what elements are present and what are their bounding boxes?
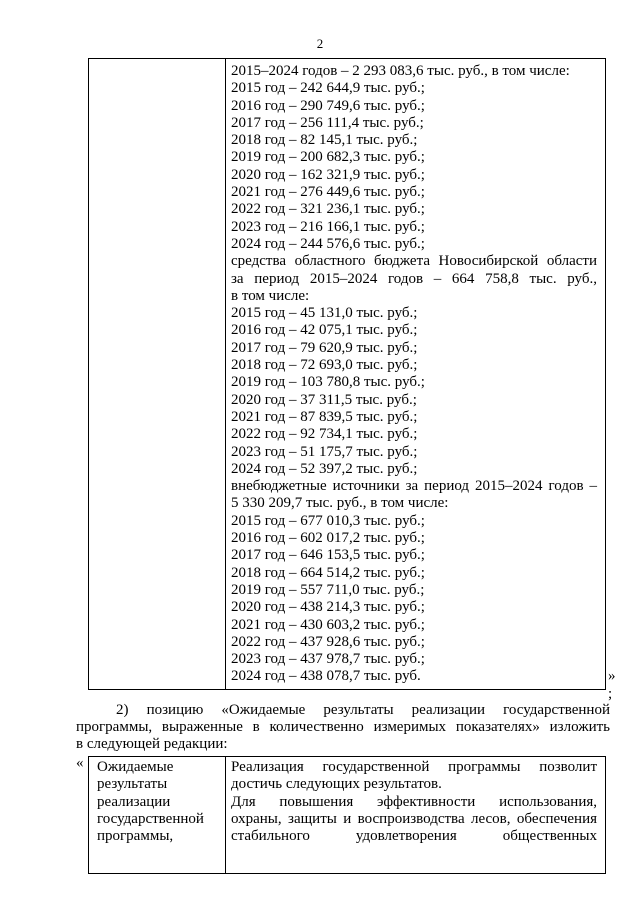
header-line: государственной bbox=[97, 810, 204, 827]
financing-column bbox=[231, 63, 597, 686]
financing-line: средства областного бюджета Новосибирской области bbox=[231, 253, 597, 270]
financing-line: 2023 год – 437 978,7 тыс. руб.; bbox=[231, 651, 425, 668]
column-divider bbox=[225, 59, 226, 689]
financing-line: 2016 год – 290 749,6 тыс. руб.; bbox=[231, 97, 425, 114]
financing-line: 5 330 209,7 тыс. руб., в том числе: bbox=[231, 495, 449, 512]
financing-line: 2015 год – 45 131,0 тыс. руб.; bbox=[231, 305, 418, 322]
closing-quote: » bbox=[608, 668, 616, 684]
financing-table bbox=[88, 58, 606, 690]
financing-line: 2022 год – 321 236,1 тыс. руб.; bbox=[231, 201, 425, 218]
amendment-paragraph bbox=[76, 702, 610, 753]
content-line: Для повышения эффективности использования, bbox=[231, 793, 597, 810]
content-line: стабильного удовлетворения общественных bbox=[231, 828, 597, 845]
paragraph-line: программы, выраженные в количественно измеримых показателях» изложить bbox=[76, 719, 610, 735]
financing-line: 2018 год – 664 514,2 тыс. руб.; bbox=[231, 564, 425, 581]
financing-line: внебюджетные источники за период 2015–2024 годов – bbox=[231, 478, 597, 495]
expected-results-table bbox=[88, 756, 606, 874]
financing-line: 2020 год – 37 311,5 тыс. руб.; bbox=[231, 391, 417, 408]
financing-line: 2023 год – 51 175,7 тыс. руб.; bbox=[231, 443, 418, 460]
results-header-cell bbox=[97, 759, 221, 845]
financing-line: 2018 год – 82 145,1 тыс. руб.; bbox=[231, 132, 418, 149]
financing-line: 2022 год – 92 734,1 тыс. руб.; bbox=[231, 426, 418, 443]
financing-line: 2017 год – 646 153,5 тыс. руб.; bbox=[231, 547, 425, 564]
financing-line: за период 2015–2024 годов – 664 758,8 тыс. руб., bbox=[231, 270, 597, 287]
financing-line: 2021 год – 276 449,6 тыс. руб.; bbox=[231, 184, 425, 201]
content-line: Реализация государственной программы позволит bbox=[231, 759, 597, 775]
financing-line: 2015 год – 242 644,9 тыс. руб.; bbox=[231, 80, 425, 97]
column-divider bbox=[225, 757, 226, 873]
financing-line: 2018 год – 72 693,0 тыс. руб.; bbox=[231, 357, 418, 374]
financing-line: 2015 год – 677 010,3 тыс. руб.; bbox=[231, 512, 425, 529]
financing-line: 2021 год – 87 839,5 тыс. руб.; bbox=[231, 408, 418, 425]
financing-line: 2019 год – 103 780,8 тыс. руб.; bbox=[231, 374, 425, 391]
financing-line: 2024 год – 244 576,6 тыс. руб.; bbox=[231, 235, 425, 252]
header-line: Ожидаемые bbox=[97, 759, 174, 775]
header-line: программы, bbox=[97, 828, 174, 845]
closing-semicolon: ; bbox=[608, 686, 613, 702]
page-number: 2 bbox=[316, 36, 324, 51]
header-line: результаты bbox=[97, 776, 168, 793]
header-line: реализации bbox=[97, 793, 171, 810]
content-line: достичь следующих результатов. bbox=[231, 776, 442, 793]
financing-line: 2021 год – 430 603,2 тыс. руб.; bbox=[231, 616, 425, 633]
paragraph-line: 2) позицию «Ожидаемые результаты реализации государственной bbox=[116, 702, 610, 718]
financing-line: 2024 год – 438 078,7 тыс. руб. bbox=[231, 668, 421, 685]
financing-line: 2017 год – 79 620,9 тыс. руб.; bbox=[231, 339, 418, 356]
financing-line: 2022 год – 437 928,6 тыс. руб.; bbox=[231, 633, 425, 650]
financing-line: 2016 год – 602 017,2 тыс. руб.; bbox=[231, 530, 425, 547]
financing-line: 2023 год – 216 166,1 тыс. руб.; bbox=[231, 218, 425, 235]
financing-line: 2015–2024 годов – 2 293 083,6 тыс. руб., в том числе: bbox=[231, 63, 570, 79]
financing-line: 2016 год – 42 075,1 тыс. руб.; bbox=[231, 322, 418, 339]
financing-line: 2020 год – 162 321,9 тыс. руб.; bbox=[231, 166, 425, 183]
paragraph-line: в следующей редакции: bbox=[76, 736, 228, 752]
financing-line: 2017 год – 256 111,4 тыс. руб.; bbox=[231, 114, 424, 131]
financing-line: 2019 год – 557 711,0 тыс. руб.; bbox=[231, 581, 425, 598]
content-line: охраны, защиты и воспроизводства лесов, обеспечения bbox=[231, 810, 597, 827]
opening-quote: « bbox=[76, 755, 84, 771]
financing-line: 2020 год – 438 214,3 тыс. руб.; bbox=[231, 599, 425, 616]
financing-line: 2024 год – 52 397,2 тыс. руб.; bbox=[231, 460, 418, 477]
financing-line: 2019 год – 200 682,3 тыс. руб.; bbox=[231, 149, 425, 166]
results-content-cell bbox=[231, 759, 597, 845]
financing-line: в том числе: bbox=[231, 287, 310, 304]
